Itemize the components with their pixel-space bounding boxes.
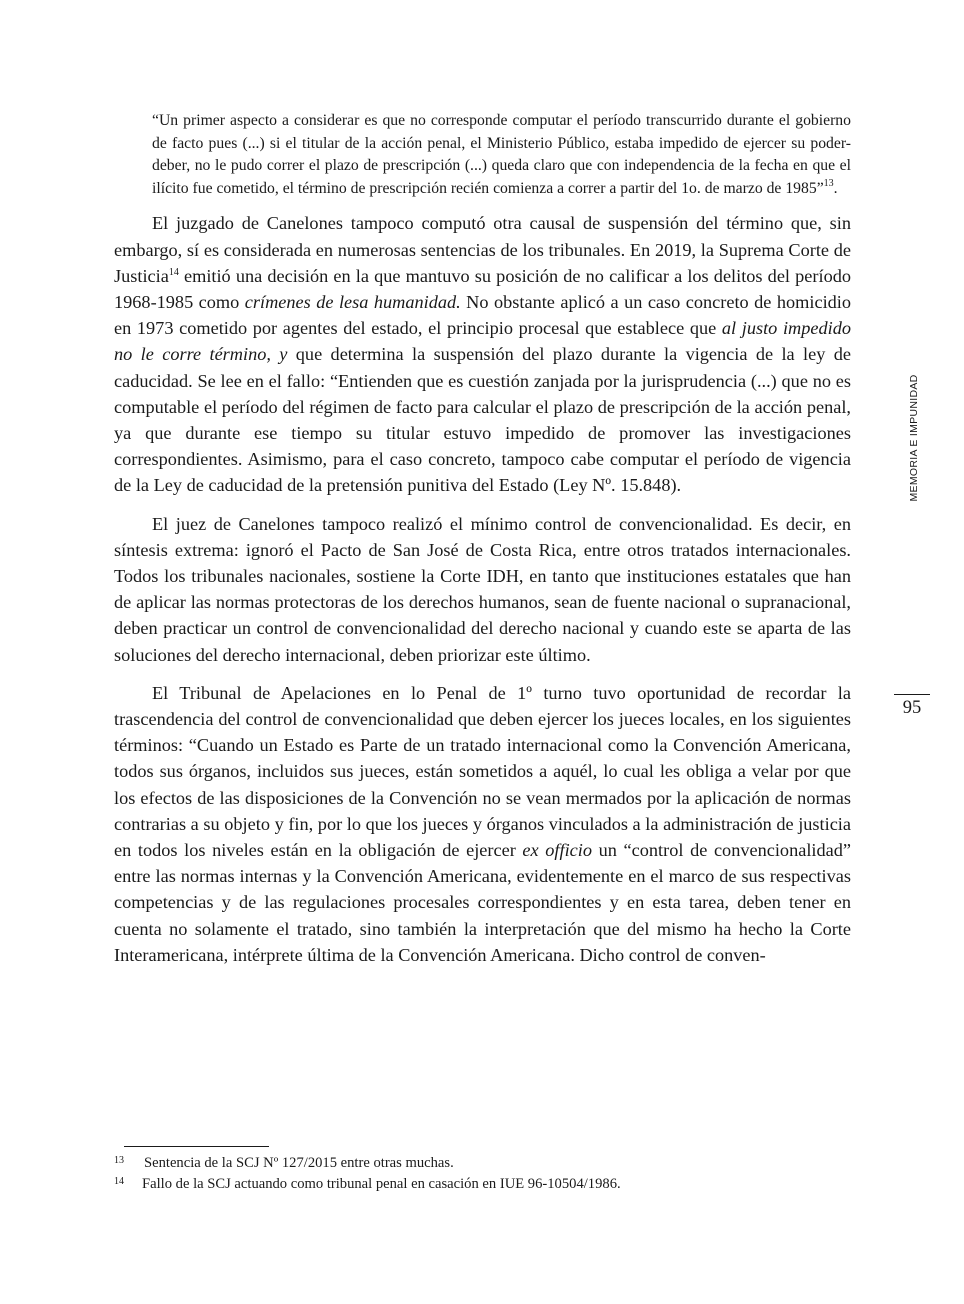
- paragraph-1-text-b: emitió una decisión en la que mantuvo su posición de no calificar a los delitos del período 1968-1985 como: [114, 265, 851, 312]
- paragraph-3-text-b: un “control de convencionalidad” entre las normas internas y la Convención Americana, evidentemente en el marco de sus respectivas competencias y de las regulaciones procesales correspondientes y en esta tarea, deben tener en cuenta no solamente el tratado, sino también la interpretación que del mismo ha hecho la Corte Interamericana, intérprete última de la Convención Americana. Dicho control de conven-: [114, 840, 851, 965]
- footnotes: [114, 1153, 854, 1195]
- paragraph-1-italic-2: al justo impedido no le corre término, y: [114, 318, 851, 365]
- paragraph-1-text-a: El juzgado de Canelones tampoco computó otra causal de suspensión del término que, sin embargo, sí es considerada en numerosas sentencias de los tribunales. En 2019, la Suprema Corte de Justicia: [114, 213, 851, 286]
- footnote-text: Sentencia de la SCJ Nº 127/2015 entre otras muchas.: [144, 1155, 454, 1171]
- quote-end: .: [833, 179, 838, 197]
- footnote-ref-13[interactable]: 13: [823, 177, 834, 189]
- footnote-14: [114, 1174, 854, 1195]
- footnote-ref-14[interactable]: 14: [168, 266, 179, 278]
- paragraph-3: [114, 680, 851, 968]
- paragraph-2: El juez de Canelones tampoco realizó el mínimo control de convencionalidad. Es decir, en síntesis extrema: ignoró el Pacto de San José de Costa Rica, entre otros tratados internacionales. Todos los tribunales nacionales, sostiene la Corte IDH, en tanto que instituciones estatales que han de aplicar las normas protectoras de los derechos humanos, sean de fuente nacional o supranacional, deben practicar un control de convencionalidad del derecho nacional y cuando este se aparta de las soluciones del derecho internacional, deben priorizar este último.: [114, 513, 851, 665]
- quote-text: “Un primer aspecto a considerar es que no corresponde computar el período transcurrido durante el gobierno de facto pues (...) si el titular de la acción penal, el Ministerio Público, estaba impedido de ejercer su poder-deber, no le pudo correr el plazo de prescripción (...) queda claro que con independencia de la fecha en que el ilícito fue cometido, el término de prescripción recién comienza a correr a partir del 1o. de marzo de 1985”: [152, 112, 851, 197]
- running-title-text: MEMORIA E IMPUNIDAD: [908, 374, 920, 502]
- paragraph-1: [114, 210, 851, 498]
- page-number-rule: [894, 694, 930, 695]
- page-number: 95: [902, 698, 922, 718]
- block-quote: [152, 110, 851, 200]
- footnote-number: 13: [114, 1155, 124, 1166]
- footnote-number: 14: [114, 1176, 124, 1187]
- paragraph-1-text-c: No obstante aplicó a un caso concreto de homicidio en 1973 cometido por agentes del estado, el principio procesal que establece que: [114, 291, 852, 339]
- footnote-text: Fallo de la SCJ actuando como tribunal penal en casación en IUE 96-10504/1986.: [142, 1176, 621, 1192]
- footnote-separator: [124, 1146, 269, 1147]
- paragraph-3-italic: ex officio: [522, 840, 592, 861]
- running-title: [903, 368, 925, 508]
- footnote-13: [114, 1153, 854, 1174]
- paragraph-1-italic-1: crímenes de lesa humanidad.: [244, 291, 461, 312]
- paragraph-3-text-a: El Tribunal de Apelaciones en lo Penal de 1º turno tuvo oportunidad de recordar la trascendencia del control de convencionalidad que deben ejercer los jueces locales, en los siguientes términos: “Cuando un Estado es Parte de un tratado internacional como la Convención Americana, todos sus órganos, incluidos sus jueces, están sometidos a aquél, lo cual les obliga a velar por que los efectos de las disposiciones de la Convención no se vean mermados por la aplicación de normas contrarias a su objeto y fin, por lo que los jueces y órganos vinculados a la administración de justicia en todos los niveles están en la obligación de ejercer: [114, 682, 851, 861]
- main-text: [114, 110, 851, 980]
- paragraph-1-text-d: que determina la suspensión del plazo durante la vigencia de la ley de caducidad. Se lee en el fallo: “Entienden que es cuestión zanjada por la jurisprudencia (...) que no es computable el período del régimen de facto para calcular el plazo de prescripción de la acción penal, ya que durante ese tiempo su titular estuvo impedido de promover las investigaciones correspondientes. Asimismo, para el caso concreto, tampoco cabe computar el período de vigencia de la Ley de caducidad de la pretensión punitiva del Estado (Ley Nº. 15.848).: [114, 344, 851, 496]
